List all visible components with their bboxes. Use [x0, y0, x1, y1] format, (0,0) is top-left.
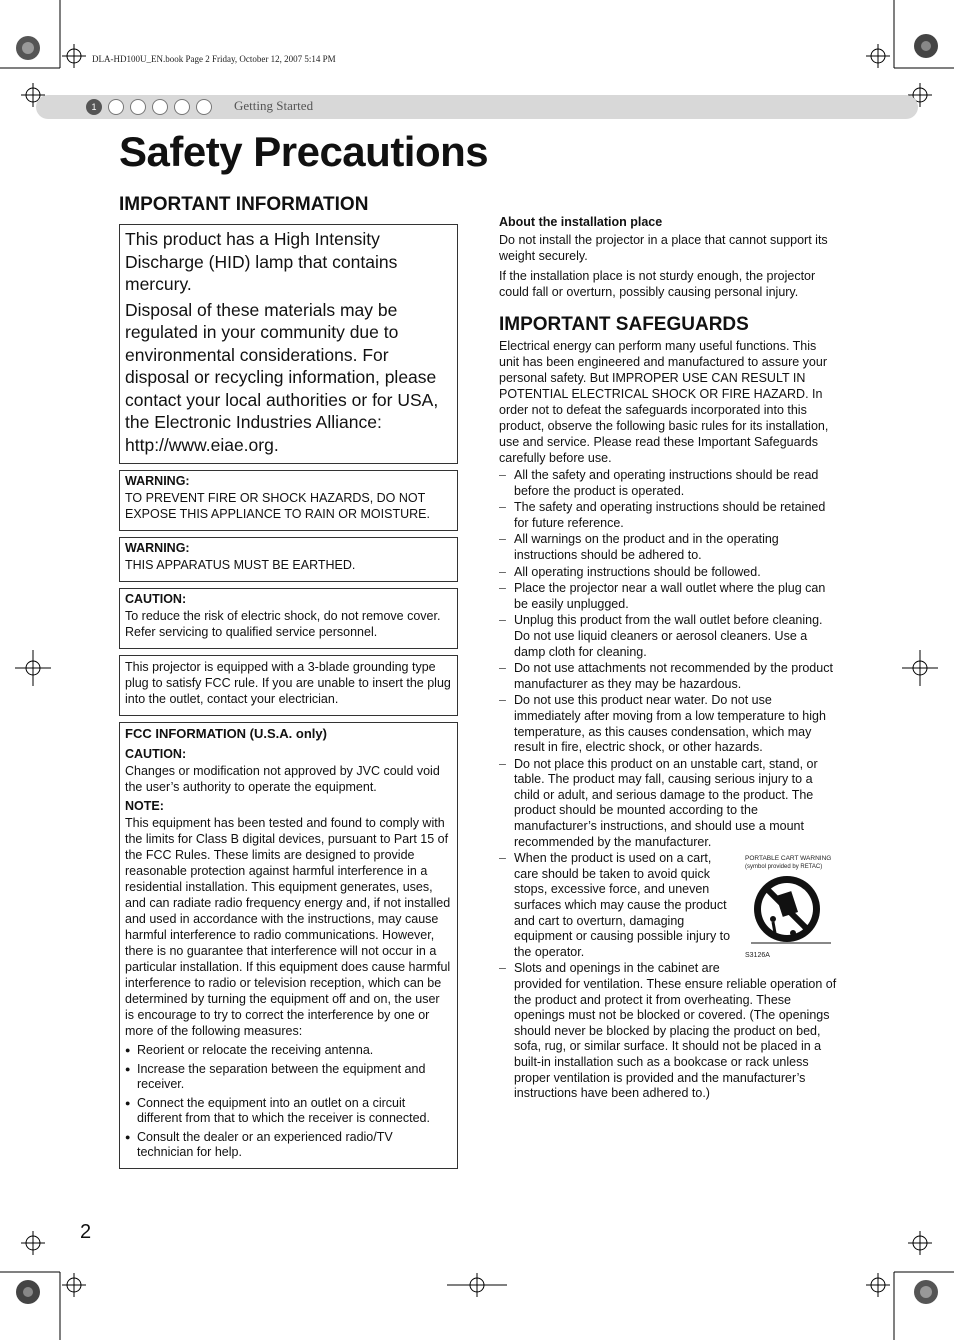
- important-information-heading: IMPORTANT INFORMATION: [119, 194, 369, 215]
- warning-box-rain: [119, 470, 458, 531]
- fcc-box: [119, 722, 458, 1169]
- list-item: – When the product is used on a cart, care should be taken to avoid quick stops, excessive force, and uneven surfaces which may cause the product and cart to overturn, damaging equipment or causing possible injury to the operator.: [499, 851, 839, 960]
- list-item: – Do not use attachments not recommended by the product manufacturer as they may be hazardous.: [499, 661, 839, 692]
- cart-warning-title: PORTABLE CART WARNING: [745, 855, 832, 863]
- grounding-box: [119, 655, 458, 716]
- caution-box: [119, 588, 458, 649]
- list-item: – The safety and operating instructions should be retained for future reference.: [499, 500, 839, 531]
- page-number: 2: [80, 1221, 92, 1243]
- installation-heading: About the installation place: [499, 215, 663, 229]
- section-label: Getting Started: [234, 98, 314, 113]
- safeguards-heading: IMPORTANT SAFEGUARDS: [499, 314, 749, 335]
- caution-label: CAUTION:: [125, 592, 187, 606]
- grounding-text: This projector is equipped with a 3-blade grounding type plug to satisfy FCC rule. If you are unable to insert the plug into the outlet, contact your electrician.: [125, 660, 451, 706]
- list-item: – Place the projector near a wall outlet where the plug can be easily unplugged.: [499, 581, 839, 612]
- list-item: ● Increase the separation between the equipment and receiver.: [125, 1062, 452, 1093]
- list-item: ● Reorient or relocate the receiving antenna.: [125, 1043, 452, 1059]
- warning-label: WARNING:: [125, 541, 190, 555]
- warning-box-earthed: [119, 537, 458, 582]
- list-item: – Do not use this product near water. Do not use immediately after moving from a low temperature to high temperature, as this causes condensation, which may result in fire, electric shock, or other hazards.: [499, 693, 839, 755]
- mercury-notice: [119, 224, 458, 464]
- installation-text: If the installation place is not sturdy enough, the projector could fall or overturn, possibly causing personal injury.: [499, 269, 816, 299]
- list-item: – All warnings on the product and in the operating instructions should be adhered to.: [499, 532, 839, 563]
- fcc-caution-label: CAUTION:: [125, 747, 187, 761]
- cart-code: S3126A: [745, 952, 770, 960]
- chapter-circle-active: 1: [86, 99, 102, 115]
- file-info: DLA-HD100U_EN.book Page 2 Friday, October 12, 2007 5:14 PM: [92, 54, 336, 64]
- warning-label: WARNING:: [125, 474, 190, 488]
- list-item: – Do not place this product on an unstable cart, stand, or table. The product may fall, causing serious injury to a child or adult, and serious damage to the product. The product should be mounted according to the manufacturer’s instructions, and should use a mount recommended by the manufacturer.: [499, 757, 839, 851]
- list-item: – All the safety and operating instructions should be read before the product is operated.: [499, 468, 839, 499]
- chapter-circle: [174, 99, 190, 115]
- fcc-caution-text: Changes or modification not approved by JVC could void the user’s authority to operate the equipment.: [125, 764, 440, 794]
- right-column: [499, 215, 839, 1103]
- warning-text: TO PREVENT FIRE OR SHOCK HAZARDS, DO NOT EXPOSE THIS APPLIANCE TO RAIN OR MOISTURE.: [125, 491, 430, 521]
- chapter-circle: [152, 99, 168, 115]
- chapter-circle: [196, 99, 212, 115]
- list-item: ● Consult the dealer or an experienced radio/TV technician for help.: [125, 1130, 452, 1161]
- disposal-text: Disposal of these materials may be regulated in your community due to environmental considerations. For disposal or recycling information, please contact your local authorities or for USA, the Electronic Industries Alliance: http://www.eiae.org.: [125, 299, 439, 455]
- safeguards-intro: Electrical energy can perform many useful functions. This unit has been engineered and manufactured to assure your personal safety. But IMPROPER USE CAN RESULT IN POTENTIAL ELECTRICAL SHOCK OR FIRE HAZARD. In order not to defeat the safeguards incorporated into this product, observe the following basic rules for its installation, use and service. Please read these Important Safeguards carefully before use.: [499, 339, 829, 465]
- list-item: – Unplug this product from the wall outlet before cleaning. Do not use liquid cleaners or aerosol cleaners. Use a damp cloth for cleaning.: [499, 613, 839, 660]
- chapter-indicator: [86, 99, 212, 115]
- warning-text: THIS APPARATUS MUST BE EARTHED.: [125, 558, 356, 572]
- fcc-note-text: This equipment has been tested and found to comply with the limits for Class B digital devices, pursuant to Part 15 of the FCC Rules. These limits are designed to provide reasonable protection against harmful interference in a residential installation. This equipment generates, uses, and can radiate radio frequency energy and, if not installed and used in accordance with the instructions, may cause harmful interference to radio communications. However, there is no guarantee that interference will not occur in a particular installation. If this equipment does cause harmful interference to radio or television reception, which can be determined by turning the equipment off and on, the user is encourage to try to correct the interference by one or more of the following measures:: [125, 816, 451, 1038]
- chapter-circle: [130, 99, 146, 115]
- installation-text: Do not install the projector in a place that cannot support its weight securely.: [499, 233, 828, 263]
- page-title: Safety Precautions: [119, 128, 489, 175]
- safeguards-list: [499, 468, 839, 850]
- fcc-title: FCC INFORMATION (U.S.A. only): [125, 726, 327, 741]
- fcc-measures-list: [125, 1043, 452, 1161]
- list-item: – Slots and openings in the cabinet are provided for ventilation. These ensure reliable operation of the product and protect it from overheating. These openings must not be blocked or covered. (The openings should never be blocked by placing the product on bed, sofa, rug, or similar surface. It should not be placed in a built-in installation such as a bookcase or rack unless proper ventilation is provided and the manufacturer’s instructions have been adhered to.): [499, 961, 839, 1101]
- list-item: – All operating instructions should be followed.: [499, 565, 839, 581]
- cart-warning-source: (symbol provided by RETAC): [745, 864, 823, 871]
- safeguards-list-cart: [499, 851, 839, 1102]
- left-column: [119, 224, 458, 1175]
- chapter-circle: [108, 99, 124, 115]
- list-item: ● Connect the equipment into an outlet on a circuit different from that to which the receiver is connected.: [125, 1096, 452, 1127]
- fcc-note-label: NOTE:: [125, 799, 164, 813]
- caution-text: To reduce the risk of electric shock, do not remove cover. Refer servicing to qualified service personnel.: [125, 609, 441, 639]
- mercury-text: This product has a High Intensity Discharge (HID) lamp that contains mercury.: [125, 229, 398, 294]
